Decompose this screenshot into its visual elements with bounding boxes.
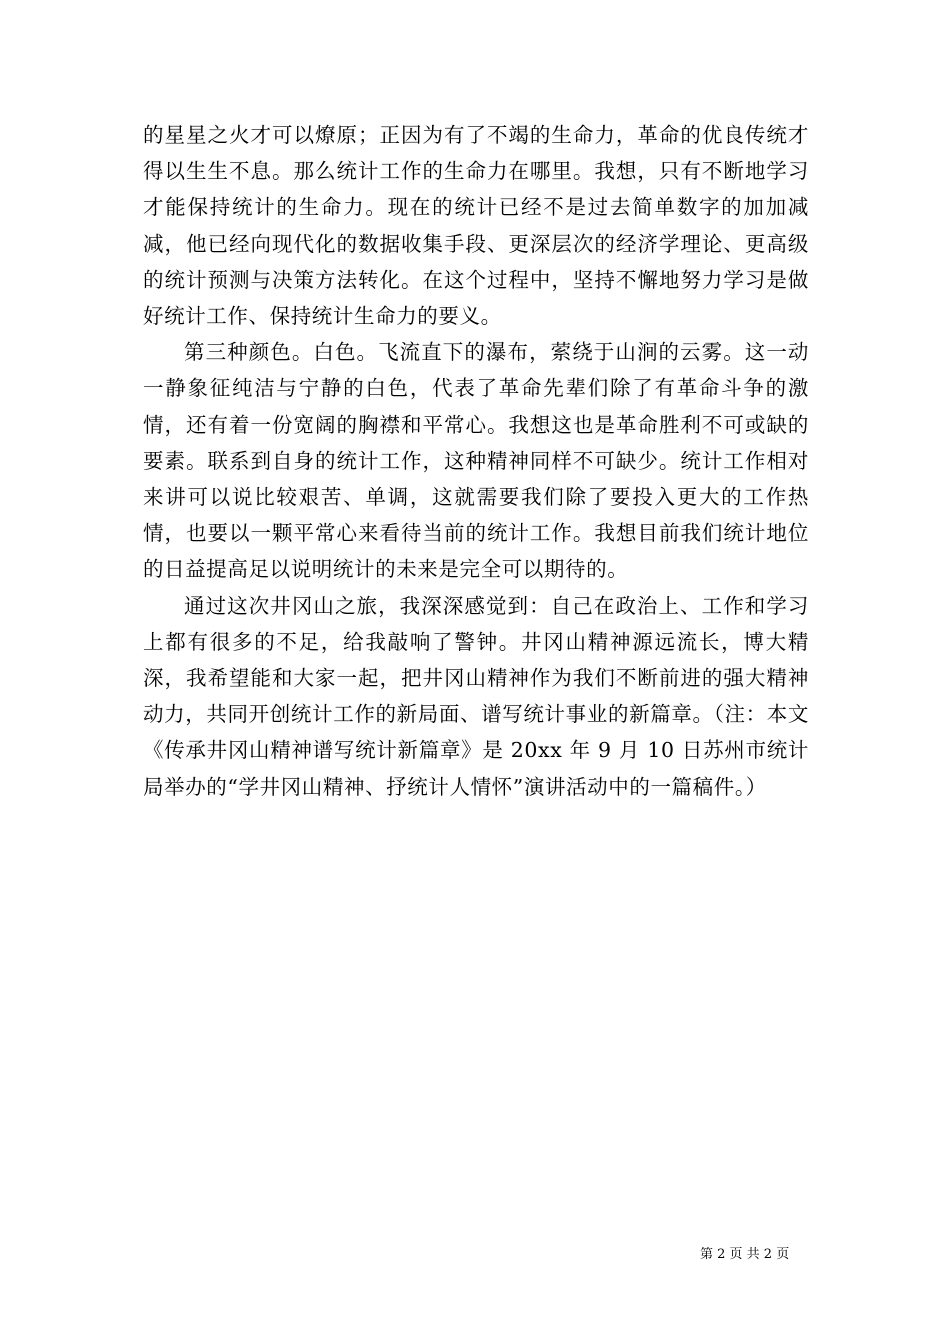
paragraph-2: 第三种颜色。白色。飞流直下的瀑布，萦绕于山涧的云雾。这一动一静象征纯洁与宁静的白色，代表了革命先辈们除了有革命斗争的激情，还有着一份宽阔的胸襟和平常心。我想这也是革命胜利不可或缺的要素。联系到自身的统计工作，这种精神同样不可缺少。统计工作相对来讲可以说比较艰苦、单调，这就需要我们除了要投入更大的工作热情，也要以一颗平常心来看待当前的统计工作。我想目前我们统计地位的日益提高足以说明统计的未来是完全可以期待的。 — [143, 340, 809, 582]
paragraph-3: 通过这次井冈山之旅，我深深感觉到：自己在政治上、工作和学习上都有很多的不足，给我敲响了警钟。井冈山精神源远流长，博大精深，我希望能和大家一起，把井冈山精神作为我们不断前进的强大精神动力，共同开创统计工作的新局面、谱写统计事业的新篇章。（注：本文《传承井冈山精神谱写统计新篇章》是 20xx 年 9 月 10 日苏州市统计局举办的“学井冈山精神、抒统计人情怀”演讲活动中的一篇稿件。） — [143, 593, 809, 799]
document-body — [143, 117, 809, 805]
paragraph-1: 的星星之火才可以燎原；正因为有了不竭的生命力，革命的优良传统才得以生生不息。那么统计工作的生命力在哪里。我想，只有不断地学习才能保持统计的生命力。现在的统计已经不是过去简单数字的加加减减，他已经向现代化的数据收集手段、更深层次的经济学理论、更高级的统计预测与决策方法转化。在这个过程中，坚持不懈地努力学习是做好统计工作、保持统计生命力的要义。 — [143, 123, 809, 329]
page-number-footer: 第 2 页 共 2 页 — [700, 1247, 790, 1262]
